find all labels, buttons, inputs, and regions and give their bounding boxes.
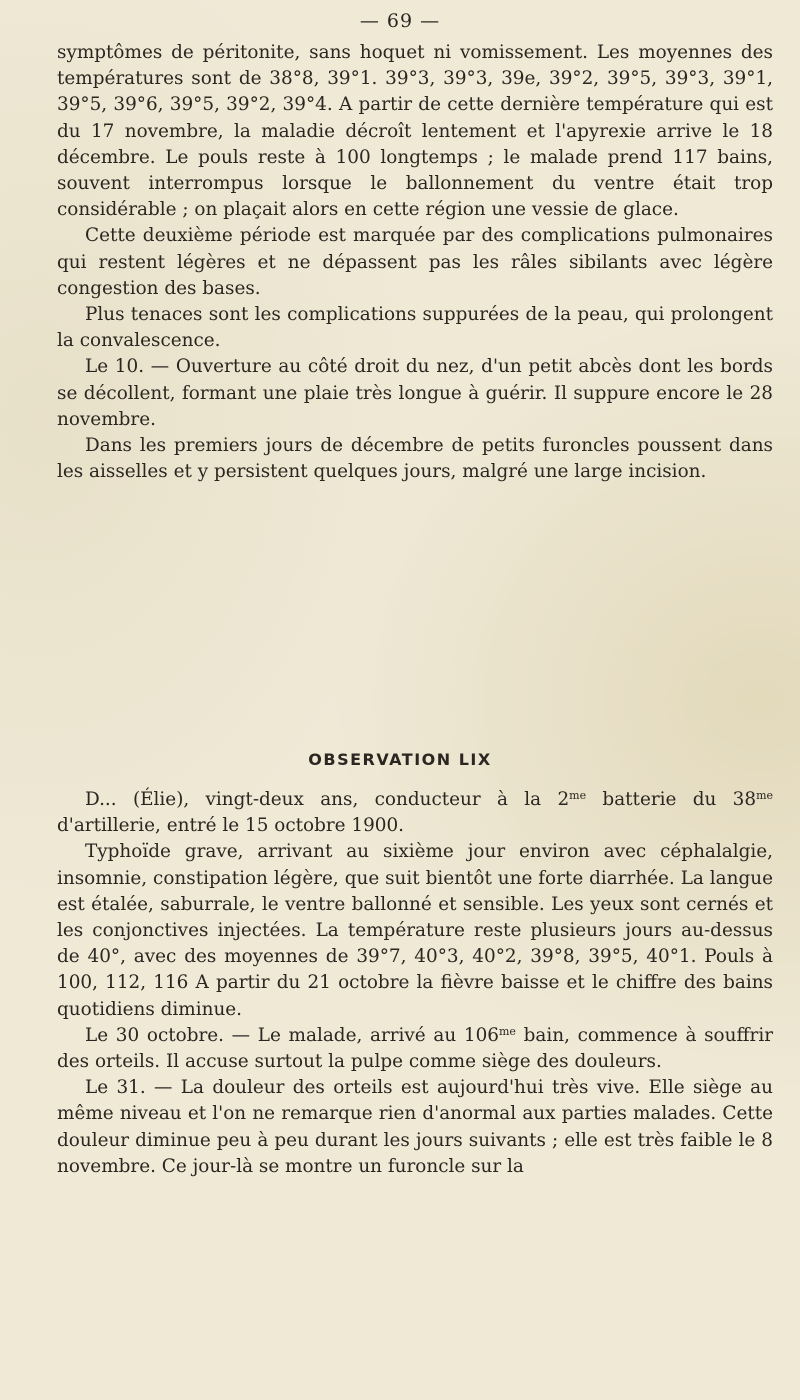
paragraph: symptômes de péritonite, sans hoquet ni vomissement. Les moyennes des températures sont de 38°8, 39°1. 39°3, 39°3, 39e, 39°2, 39°5, 39°3, 39°1, 39°5, 39°6, 39°5, 39°2, 39°4. A partir de cette dernière température qui est du 17 novembre, la maladie décroît lentement et l'apyrexie arrive le 18 décembre. Le pouls reste à 100 longtemps ; le malade prend 117 bains, souvent interrompus lorsque le ballonnement du ventre était trop considérable ; on plaçait alors en cette région une vessie de glace.: [57, 42, 773, 221]
superscript: me: [569, 789, 587, 802]
paragraph: Le 10. — Ouverture au côté droit du nez, d'un petit abcès dont les bords se décollent, formant une plaie très longue à guérir. Il suppure encore le 28 novembre.: [57, 356, 773, 430]
paragraph: [57, 1023, 773, 1075]
text-run: D... (Élie), vingt-deux ans, conducteur à la 2: [85, 789, 570, 810]
superscript: me: [498, 1024, 516, 1038]
paragraph: Dans les premiers jours de décembre de petits furoncles poussent dans les aisselles et y persistent quelques jours, malgré une large incision.: [57, 435, 773, 483]
superscript: me: [756, 789, 774, 802]
page-number: — 69 —: [359, 10, 441, 32]
paragraph: [57, 787, 773, 839]
paragraph: Plus tenaces sont les complications suppurées de la peau, qui prolongent la convalescence.: [57, 304, 773, 352]
paragraph: Typhoïde grave, arrivant au sixième jour environ avec céphalalgie, insomnie, constipation légère, que suit bientôt une forte diarrhée. La langue est étalée, saburrale, le ventre ballonné et sensible. Les yeux sont cernés et les conjonctives injectées. La température reste plusieurs jours au-dessus de 40°, avec des moyennes de 39°7, 40°3, 40°2, 39°8, 39°5, 40°1. Pouls à 100, 112, 116 A partir du 21 octobre la fièvre baisse et le chiffre des bains quotidiens diminue.: [57, 841, 773, 1020]
paragraph: Le 31. — La douleur des orteils est aujourd'hui très vive. Elle siège au même niveau et l'on ne remarque rien d'anormal aux parties malades. Cette douleur diminue peu à peu durant les jours suivants ; elle est très faible le 8 novembre. Ce jour-là se montre un furoncle sur la: [57, 1077, 773, 1177]
text-run: d'artillerie, entré le 15 octobre 1900.: [57, 815, 405, 837]
text-run: batterie du 38: [586, 789, 757, 810]
body-text-bottom: [57, 787, 773, 1180]
paragraph: Cette deuxième période est marquée par des complications pulmonaires qui restent légères et ne dépassent pas les râles sibilants avec légère congestion des bases.: [57, 225, 773, 299]
observation-heading: OBSERVATION LIX: [308, 750, 492, 769]
body-text-top: [57, 40, 773, 485]
text-run: Le 30 octobre. — Le malade, arrivé au 106: [85, 1024, 499, 1046]
text-run: bain, commence à souffrir des orteils. Il accuse surtout la pulpe comme siège des douleurs.: [57, 1024, 774, 1073]
